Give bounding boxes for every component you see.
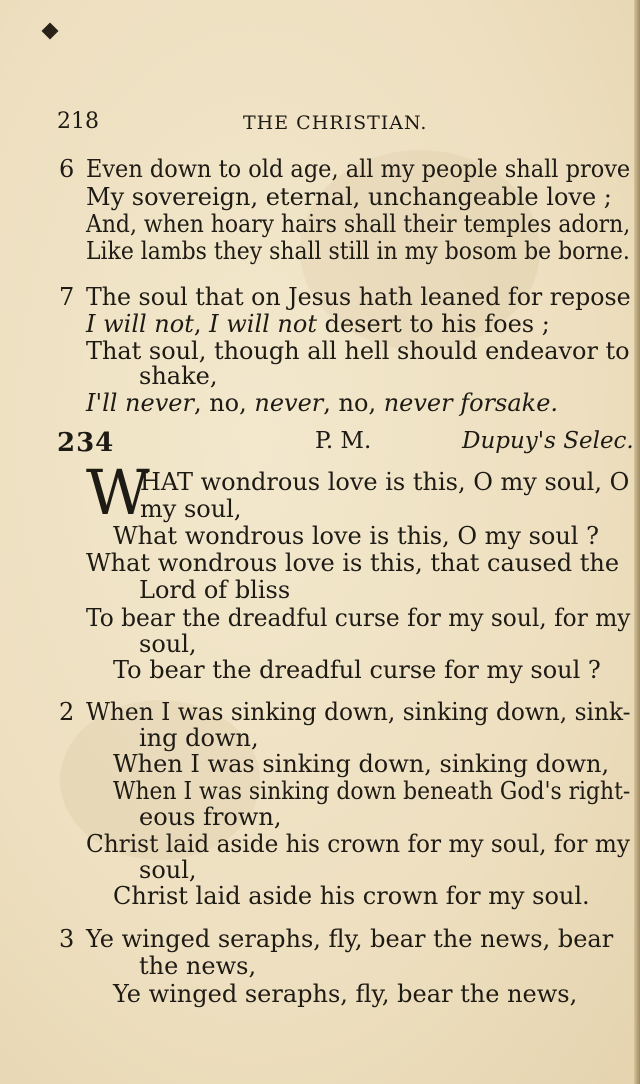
italic-phrase: never [254, 389, 324, 417]
stanza-number: 7 [59, 283, 75, 311]
verse-text: desert to his foes ; [316, 310, 550, 338]
page-edge [634, 0, 640, 1084]
verse-line: And, when hoary hairs shall their temples adorn, [86, 210, 631, 238]
verse-line: Christ laid aside his crown for my soul, for my [86, 830, 630, 858]
verse-line: Like lambs they shall still in my bosom be borne. [86, 237, 630, 265]
verse-line: My sovereign, eternal, unchangeable love ; [86, 183, 612, 211]
verse-text: , no, [193, 389, 255, 417]
hymn-meter: P. M. [315, 428, 372, 454]
italic-phrase: I'll never [86, 389, 194, 417]
verse-line: HAT wondrous love is this, O my soul, O [140, 468, 630, 496]
stanza-number: 3 [59, 925, 75, 953]
verse-line [86, 310, 550, 338]
verse-text: , [193, 310, 210, 338]
running-title: THE CHRISTIAN. [243, 112, 428, 134]
stanza-number: 2 [59, 698, 75, 726]
verse-line: my soul, [140, 495, 242, 523]
verse-line: What wondrous love is this, that caused the [86, 549, 620, 577]
verse-line: When I was sinking down, sinking down, sink- [86, 698, 631, 726]
verse-line: Ye winged seraphs, fly, bear the news, bear [86, 925, 614, 953]
verse-line: shake, [139, 362, 218, 390]
italic-phrase: I will not [86, 310, 194, 338]
verse-line: What wondrous love is this, O my soul ? [113, 522, 599, 550]
verse-line: To bear the dreadful curse for my soul, for my [86, 604, 631, 632]
verse-line: ing down, [139, 724, 259, 752]
stanza-number: 6 [59, 155, 75, 183]
verse-line: Christ laid aside his crown for my soul. [113, 882, 590, 910]
verse-line: Even down to old age, all my people shall prove [86, 155, 631, 183]
verse-line [86, 389, 558, 417]
verse-line: Lord of bliss [139, 576, 291, 604]
italic-phrase: never forsake. [383, 389, 559, 417]
verse-line: soul, [139, 630, 197, 658]
verse-line: That soul, though all hell should endeavor to [86, 337, 630, 365]
verse-line: The soul that on Jesus hath leaned for repose [86, 283, 631, 311]
hymn-source: Dupuy's Selec. [462, 428, 634, 454]
verse-line: eous frown, [139, 803, 282, 831]
drop-cap: W [86, 456, 150, 529]
verse-line: To bear the dreadful curse for my soul ? [113, 656, 601, 684]
italic-phrase: I will not [209, 310, 317, 338]
page-number: 218 [57, 109, 99, 134]
verse-line: the news, [139, 952, 257, 980]
verse-line: When I was sinking down, sinking down, [113, 750, 610, 778]
verse-text: , no, [323, 389, 384, 417]
ornament-mark [42, 23, 59, 40]
hymn-number: 234 [57, 428, 115, 458]
verse-line: soul, [139, 856, 197, 884]
verse-line: When I was sinking down beneath God's right- [113, 777, 631, 805]
verse-line: Ye winged seraphs, fly, bear the news, [113, 980, 578, 1008]
